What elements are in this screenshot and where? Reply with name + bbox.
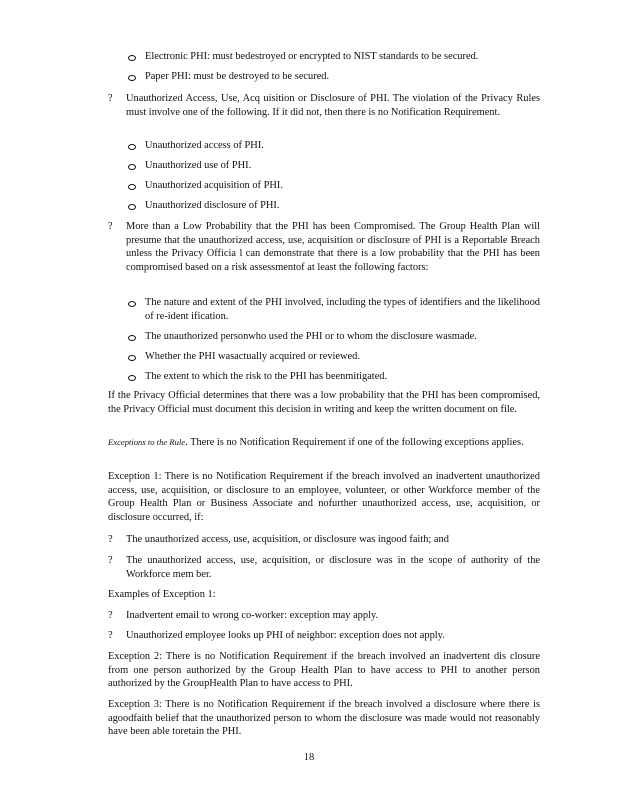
page-number: 18 xyxy=(303,752,315,763)
exception-3-paragraph: Exception 3: There is no Notification Requirement if the breach involved a disclosure where there is agoodfaith belief that the unauthorized person to whom the disclosure was made would not reasonably have been able toretain the PHI. xyxy=(108,699,540,738)
circle-bullet-icon xyxy=(128,75,136,81)
circle-bullet-icon xyxy=(128,184,136,190)
privacy-official-paragraph: If the Privacy Official determines that there was a low probability that the PHI has been compromised, the Privacy Official must document this decision in writing and keep the written document on file. xyxy=(108,390,540,415)
circle-bullet-icon xyxy=(128,355,136,361)
exceptions-intro-paragraph: Exceptions to the Rule. There is no Notification Requirement if one of the following exceptions applies. xyxy=(108,437,524,448)
circle-bullet-icon xyxy=(128,164,136,170)
circle-bullet-icon xyxy=(128,301,136,307)
exceptions-label: Exceptions to the Rule xyxy=(108,437,186,447)
exception-2-paragraph: Exception 2: There is no Notification Requirement if the breach involved an inadvertent dis closure from one person authorized by the Group Health Plan to have access to PHI to another person authorized by the GroupHealth Plan to have access to PHI. xyxy=(108,651,540,690)
document-page: Electronic PHI: must bedestroyed or encrypted to NIST standards to be secured. Paper PHI: must be destroyed to be secured. ? Unauthorized Access, Use, Acq uisition or Disclosure of PHI. The violation of the Privacy Rules must involve one of the following. If it did not, then there is no Notification Requirement. Unauthorized access of PHI. Unauthorized use of PHI. Unauthorized acquisition of PHI. Unauthorized disclosure of PHI. ? More than a Low Probability that the PHI has been Compromised. The Group Health Plan will presume that the unauthorized access, use, acquisition or disclosure of PHI is a Reportable Breach unless the Privacy Officia l can demonstrate that there is a low probability that the PHI has been compromised based on a risk assessmentof at least the following factors: The nature and extent of the PHI involved, including the types of identifiers and the likelihood of re-ident ification. The unauthorized personwho used the PHI or to whom the disclosure wasmade. Whether the PHI wasactually acquired or reviewed. The extent to which the risk to the PHI has beenmitigated. If the Privacy Official determines that there was a low probability that the PHI has been compromised, the Privacy Official must document this decision in writing and keep the written document on file. Exceptions to the Rule. There is no Notification Requirement if one of the following exceptions applies. Exception 1: There is no Notification Requirement if the breach involved an inadvertent unauthorized access, use, acquisition, or disclosure to an employee, volunteer, or other Workforce member of the Group Health Plan or Business Associate and nofurther unauthorized access, use, acquisition, or disclosure occurred, if: ? The unauthorized access, use, acquisition, or disclosure was ingood faith; and ? The unauthorized access, use, acquisition, or disclosure was in the scope of authority of the Workforce mem ber. Examples of Exception 1: ? Inadvertent email to wrong co-worker: exception may apply. ? Unauthorized employee looks up PHI of neighbor: exception does not apply. Exception 2: There is no Notification Requirement if the breach involved an inadvertent dis closure from one person authorized by the Group Health Plan to have access to PHI to another person authorized by the GroupHealth Plan to have access to PHI. Exception 3: There is no Notification Requirement if the breach involved a disclosure where there is agoodfaith belief that the unauthorized person to whom the disclosure was made would not reasonably have been able toretain the PHI. 18 xyxy=(0,0,618,800)
circle-bullet-icon xyxy=(128,55,136,61)
circle-bullet-icon xyxy=(128,375,136,381)
circle-bullet-icon xyxy=(128,335,136,341)
circle-bullet-icon xyxy=(128,204,136,210)
exception-1-paragraph: Exception 1: There is no Notification Requirement if the breach involved an inadvertent unauthorized access, use, acquisition, or disclosure to an employee, volunteer, or other Workforce member of the Group Health Plan or Business Associate and nofurther unauthorized access, use, acquisition, or disclosure occurred, if: xyxy=(108,471,540,523)
examples-heading: Examples of Exception 1: xyxy=(108,589,216,600)
circle-bullet-icon xyxy=(128,144,136,150)
